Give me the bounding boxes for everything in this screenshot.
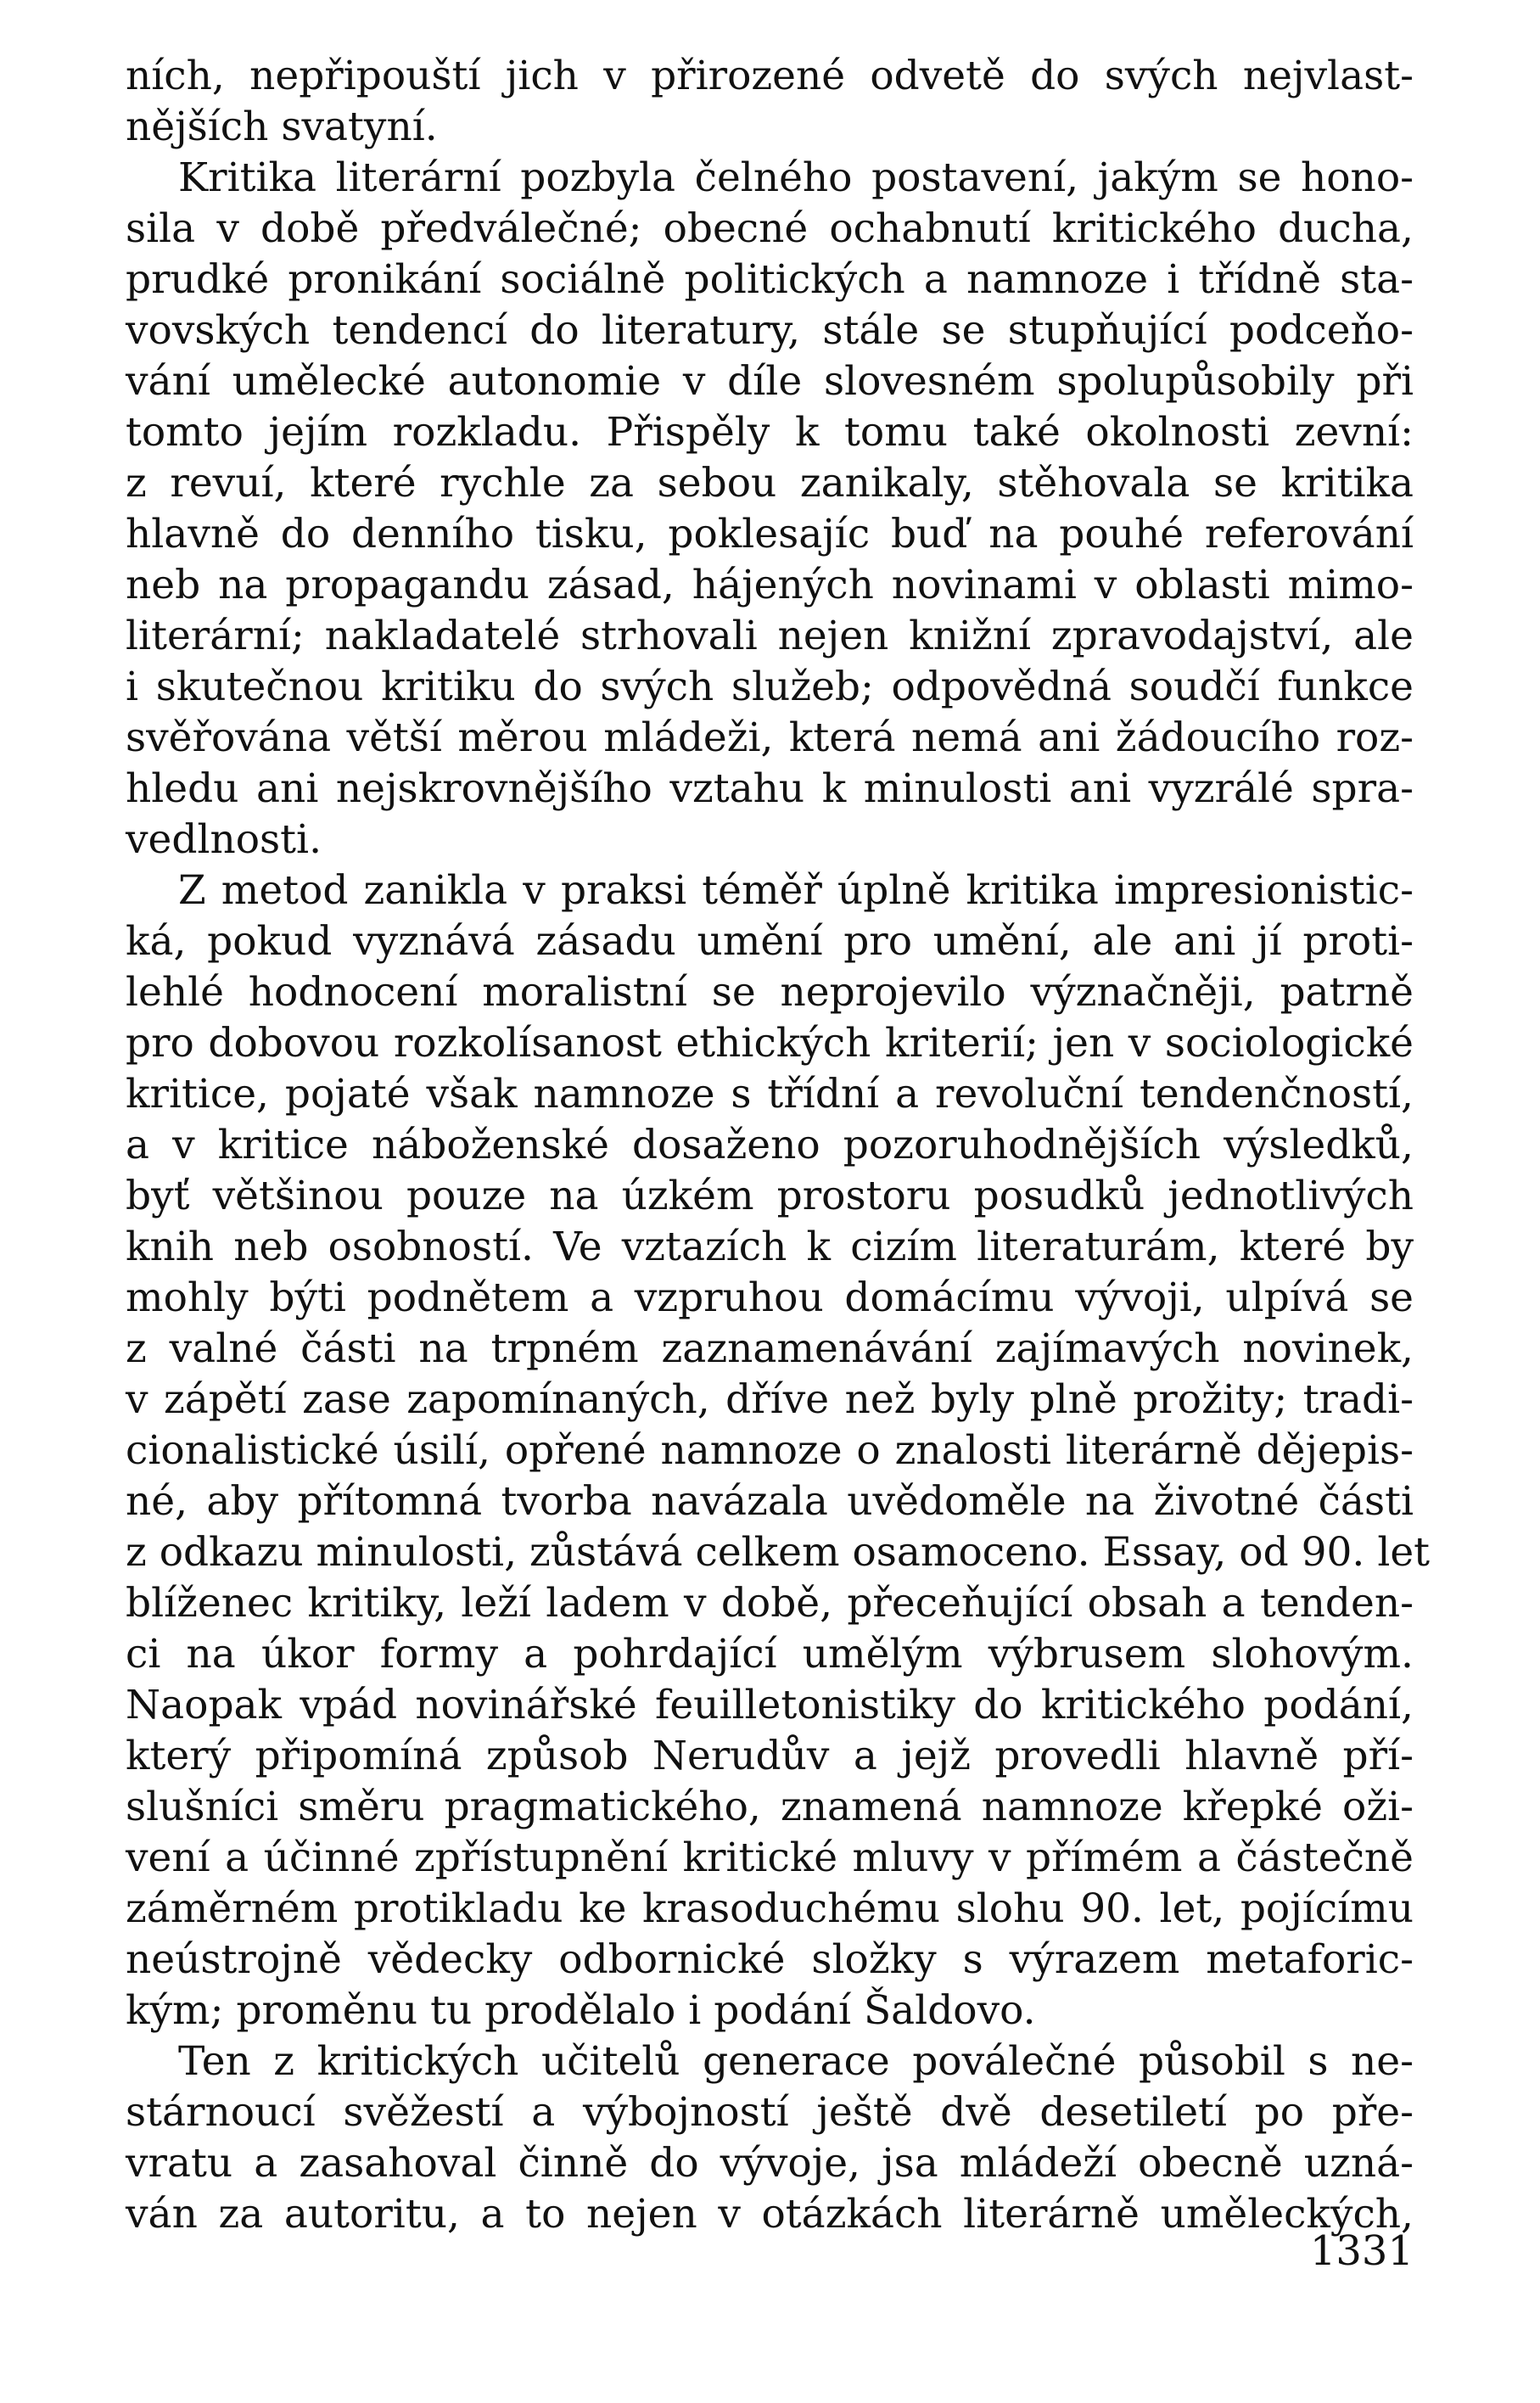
text-line: nějších svatyní. bbox=[126, 104, 438, 150]
text-line: ních, nepřipouští jich v přirozené odvetě do svých nejvlast- bbox=[126, 53, 1414, 99]
text-line: sila v době předválečné; obecné ochabnutí kritického ducha, bbox=[126, 205, 1414, 252]
text-line: neb na propagandu zásad, hájených novinami v oblasti mimo- bbox=[126, 562, 1414, 608]
text-line: knih neb osobností. Ve vztazích k cizím literaturám, které by bbox=[126, 1224, 1414, 1270]
text-line: byť většinou pouze na úzkém prostoru posudků jednotlivých bbox=[126, 1173, 1414, 1219]
book-page bbox=[126, 51, 1431, 2342]
text-line: vedlnosti. bbox=[126, 816, 322, 863]
text-line: svěřována větší měrou mládeži, která nemá ani žádoucího roz- bbox=[126, 714, 1414, 761]
text-line: blíženec kritiky, leží ladem v době, přeceňující obsah a tenden- bbox=[126, 1580, 1414, 1627]
text-line: hlavně do denního tisku, poklesajíc buď na pouhé referování bbox=[126, 511, 1414, 557]
text-line: vání umělecké autonomie v díle slovesném spolupůsobily při bbox=[126, 358, 1414, 405]
text-line: ci na úkor formy a pohrdající umělým výbrusem slohovým. bbox=[126, 1631, 1414, 1678]
text-line: né, aby přítomná tvorba navázala uvědoměle na životné části bbox=[126, 1478, 1414, 1525]
text-line: ká, pokud vyznává zásadu umění pro umění, ale ani jí proti- bbox=[126, 918, 1414, 965]
text-line: a v kritice náboženské dosaženo pozoruhodnějších výsledků, bbox=[126, 1122, 1414, 1168]
text-line: z revuí, které rychle za sebou zanikaly, stěhovala se kritika bbox=[126, 460, 1414, 507]
text-line: i skutečnou kritiku do svých služeb; odpovědná soudčí funkce bbox=[126, 664, 1414, 710]
text-line: z valné části na trpném zaznamenávání zajímavých novinek, bbox=[126, 1325, 1414, 1372]
text-line: cionalistické úsilí, opřené namnoze o znalosti literárně dějepis- bbox=[126, 1427, 1414, 1474]
text-line: literární; nakladatelé strhovali nejen knižní zpravodajství, ale bbox=[126, 613, 1414, 659]
text-line: tomto jejím rozkladu. Přispěly k tomu také okolnosti zevní: bbox=[126, 409, 1414, 456]
text-line: v zápětí zase zapomínaných, dříve než byly plně prožity; tradi- bbox=[126, 1376, 1414, 1423]
text-line: mohly býti podnětem a vzpruhou domácímu vývoji, ulpívá se bbox=[126, 1274, 1414, 1321]
text-line: ván za autoritu, a to nejen v otázkách literárně uměleckých, bbox=[126, 2191, 1414, 2238]
text-line: pro dobovou rozkolísanost ethických kriterií; jen v sociologické bbox=[126, 1020, 1414, 1067]
page-number: 1331 bbox=[1309, 2227, 1414, 2275]
text-line: vení a účinné zpřístupnění kritické mluvy v přímém a částečně bbox=[126, 1834, 1414, 1881]
text-line: záměrném protikladu ke krasoduchému slohu 90. let, pojícímu bbox=[126, 1885, 1414, 1932]
text-line: Kritika literární pozbyla čelného postavení, jakým se hono- bbox=[178, 154, 1414, 201]
text-line: lehlé hodnocení moralistní se neprojevilo význačněji, patrně bbox=[126, 969, 1414, 1016]
text-line: Ten z kritických učitelů generace poválečné působil s ne- bbox=[178, 2038, 1414, 2085]
text-line: z odkazu minulosti, zůstává celkem osamoceno. Essay, od 90. let bbox=[126, 1529, 1431, 1576]
text-line: stárnoucí svěžestí a výbojností ještě dvě desetiletí po pře- bbox=[126, 2089, 1414, 2136]
text-line: kým; proměnu tu prodělalo i podání Šaldovo. bbox=[126, 1987, 1036, 2034]
text-line: neústrojně vědecky odbornické složky s výrazem metaforic- bbox=[126, 1936, 1414, 1983]
text-line: vratu a zasahoval činně do vývoje, jsa mládeží obecně uzná- bbox=[126, 2140, 1414, 2187]
text-line: kritice, pojaté však namnoze s třídní a revoluční tendenčností, bbox=[126, 1071, 1414, 1117]
text-line: slušníci směru pragmatického, znamená namnoze křepké oži- bbox=[126, 1784, 1414, 1830]
text-line: který připomíná způsob Nerudův a jejž provedli hlavně pří- bbox=[126, 1733, 1414, 1779]
text-line: hledu ani nejskrovnějšího vztahu k minulosti ani vyzrálé spra- bbox=[126, 765, 1414, 812]
text-line: vovských tendencí do literatury, stále se stupňující podceňo- bbox=[126, 307, 1414, 354]
text-line: prudké pronikání sociálně politických a namnoze i třídně sta- bbox=[126, 256, 1414, 303]
text-line: Z metod zanikla v praksi téměř úplně kritika impresionistic- bbox=[178, 867, 1414, 914]
text-line: Naopak vpád novinářské feuilletonistiky do kritického podání, bbox=[126, 1682, 1414, 1728]
